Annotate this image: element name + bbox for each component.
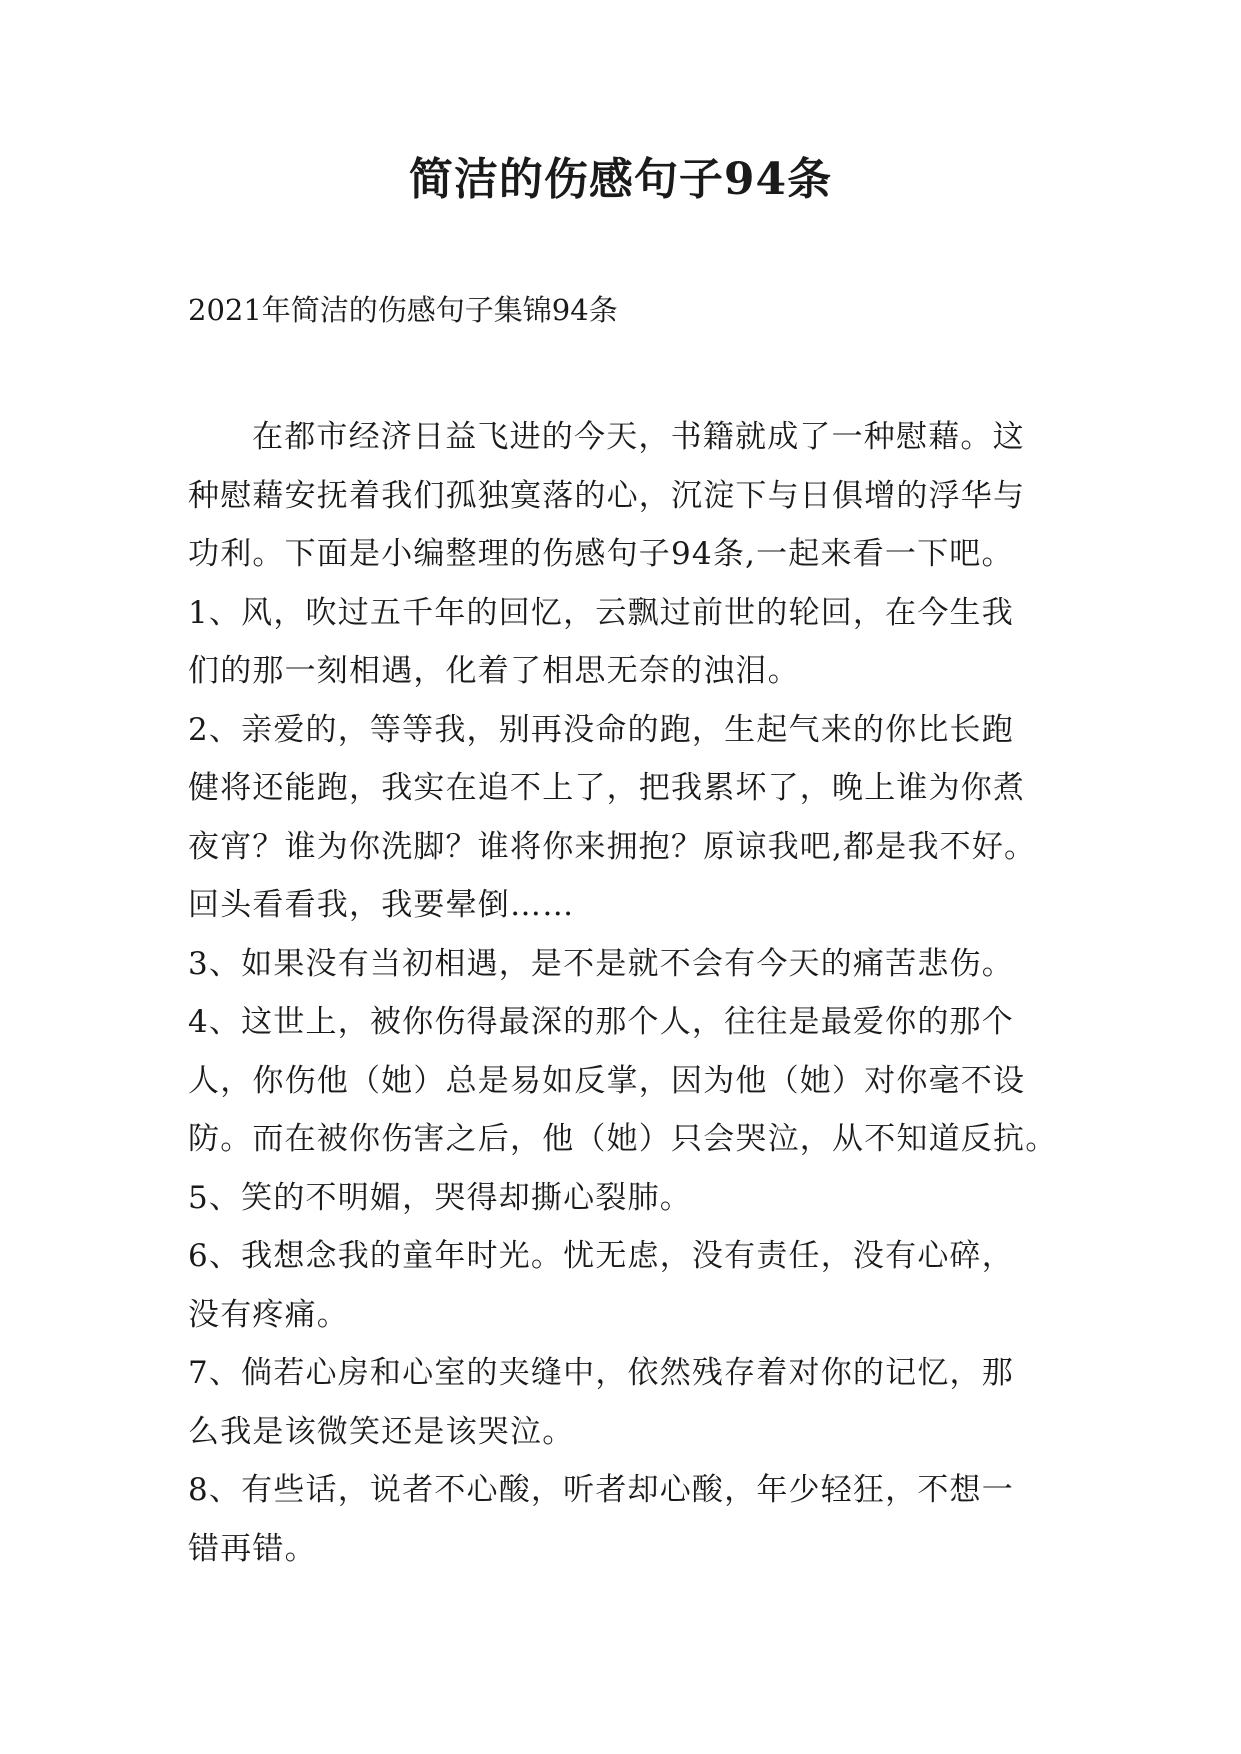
sentence-line: 1、风，吹过五千年的回忆，云飘过前世的轮回，在今生我 <box>188 594 1014 631</box>
document-title: 简洁的伤感句子94条 <box>408 154 833 205</box>
sentence-line: 健将还能跑，我实在追不上了，把我累坏了，晚上谁为你煮 <box>188 770 1026 806</box>
intro-line: 种慰藉安抚着我们孤独寞落的心，沉淀下与日俱增的浮华与 <box>188 477 1026 514</box>
sentence-line: 夜宵？谁为你洗脚？谁将你来拥抱？原谅我吧,都是我不好。 <box>188 828 1037 865</box>
sentence-line: 3、如果没有当初相遇，是不是就不会有今天的痛苦悲伤。 <box>188 945 1014 982</box>
sentence-line: 防。而在被你伤害之后，他（她）只会哭泣，从不知道反抗。 <box>188 1121 1058 1157</box>
sentence-line: 5、笑的不明媚，哭得却撕心裂肺。 <box>188 1179 692 1216</box>
sentence-line: 人，你伤他（她）总是易如反掌，因为他（她）对你毫不设 <box>188 1062 1026 1099</box>
document-body <box>188 408 1068 1578</box>
intro-line: 功利。下面是小编整理的伤感句子94条,一起来看一下吧。 <box>188 536 1014 572</box>
sentence-line: 么我是该微笑还是该哭泣。 <box>188 1413 575 1450</box>
document-subtitle: 2021年简洁的伤感句子集锦94条 <box>188 293 618 327</box>
sentence-line: 们的那一刻相遇，化着了相思无奈的浊泪。 <box>188 653 800 689</box>
sentence-line: 2、亲爱的，等等我，别再没命的跑，生起气来的你比长跑 <box>188 711 1014 748</box>
sentence-line: 错再错。 <box>188 1530 317 1567</box>
sentence-line: 6、我想念我的童年时光。忧无虑，没有责任，没有心碎， <box>188 1238 1014 1274</box>
sentence-line: 没有疼痛。 <box>188 1296 349 1333</box>
sentence-line: 回头看看我，我要晕倒…… <box>188 887 575 923</box>
intro-line: 在都市经济日益飞进的今天，书籍就成了一种慰藉。这 <box>252 419 1025 455</box>
sentence-line: 4、这世上，被你伤得最深的那个人，往往是最爱你的那个 <box>188 1004 1014 1040</box>
sentence-line: 7、倘若心房和心室的夹缝中，依然残存着对你的记忆，那 <box>188 1355 1014 1391</box>
sentence-line: 8、有些话，说者不心酸，听者却心酸，年少轻狂，不想一 <box>188 1472 1014 1508</box>
